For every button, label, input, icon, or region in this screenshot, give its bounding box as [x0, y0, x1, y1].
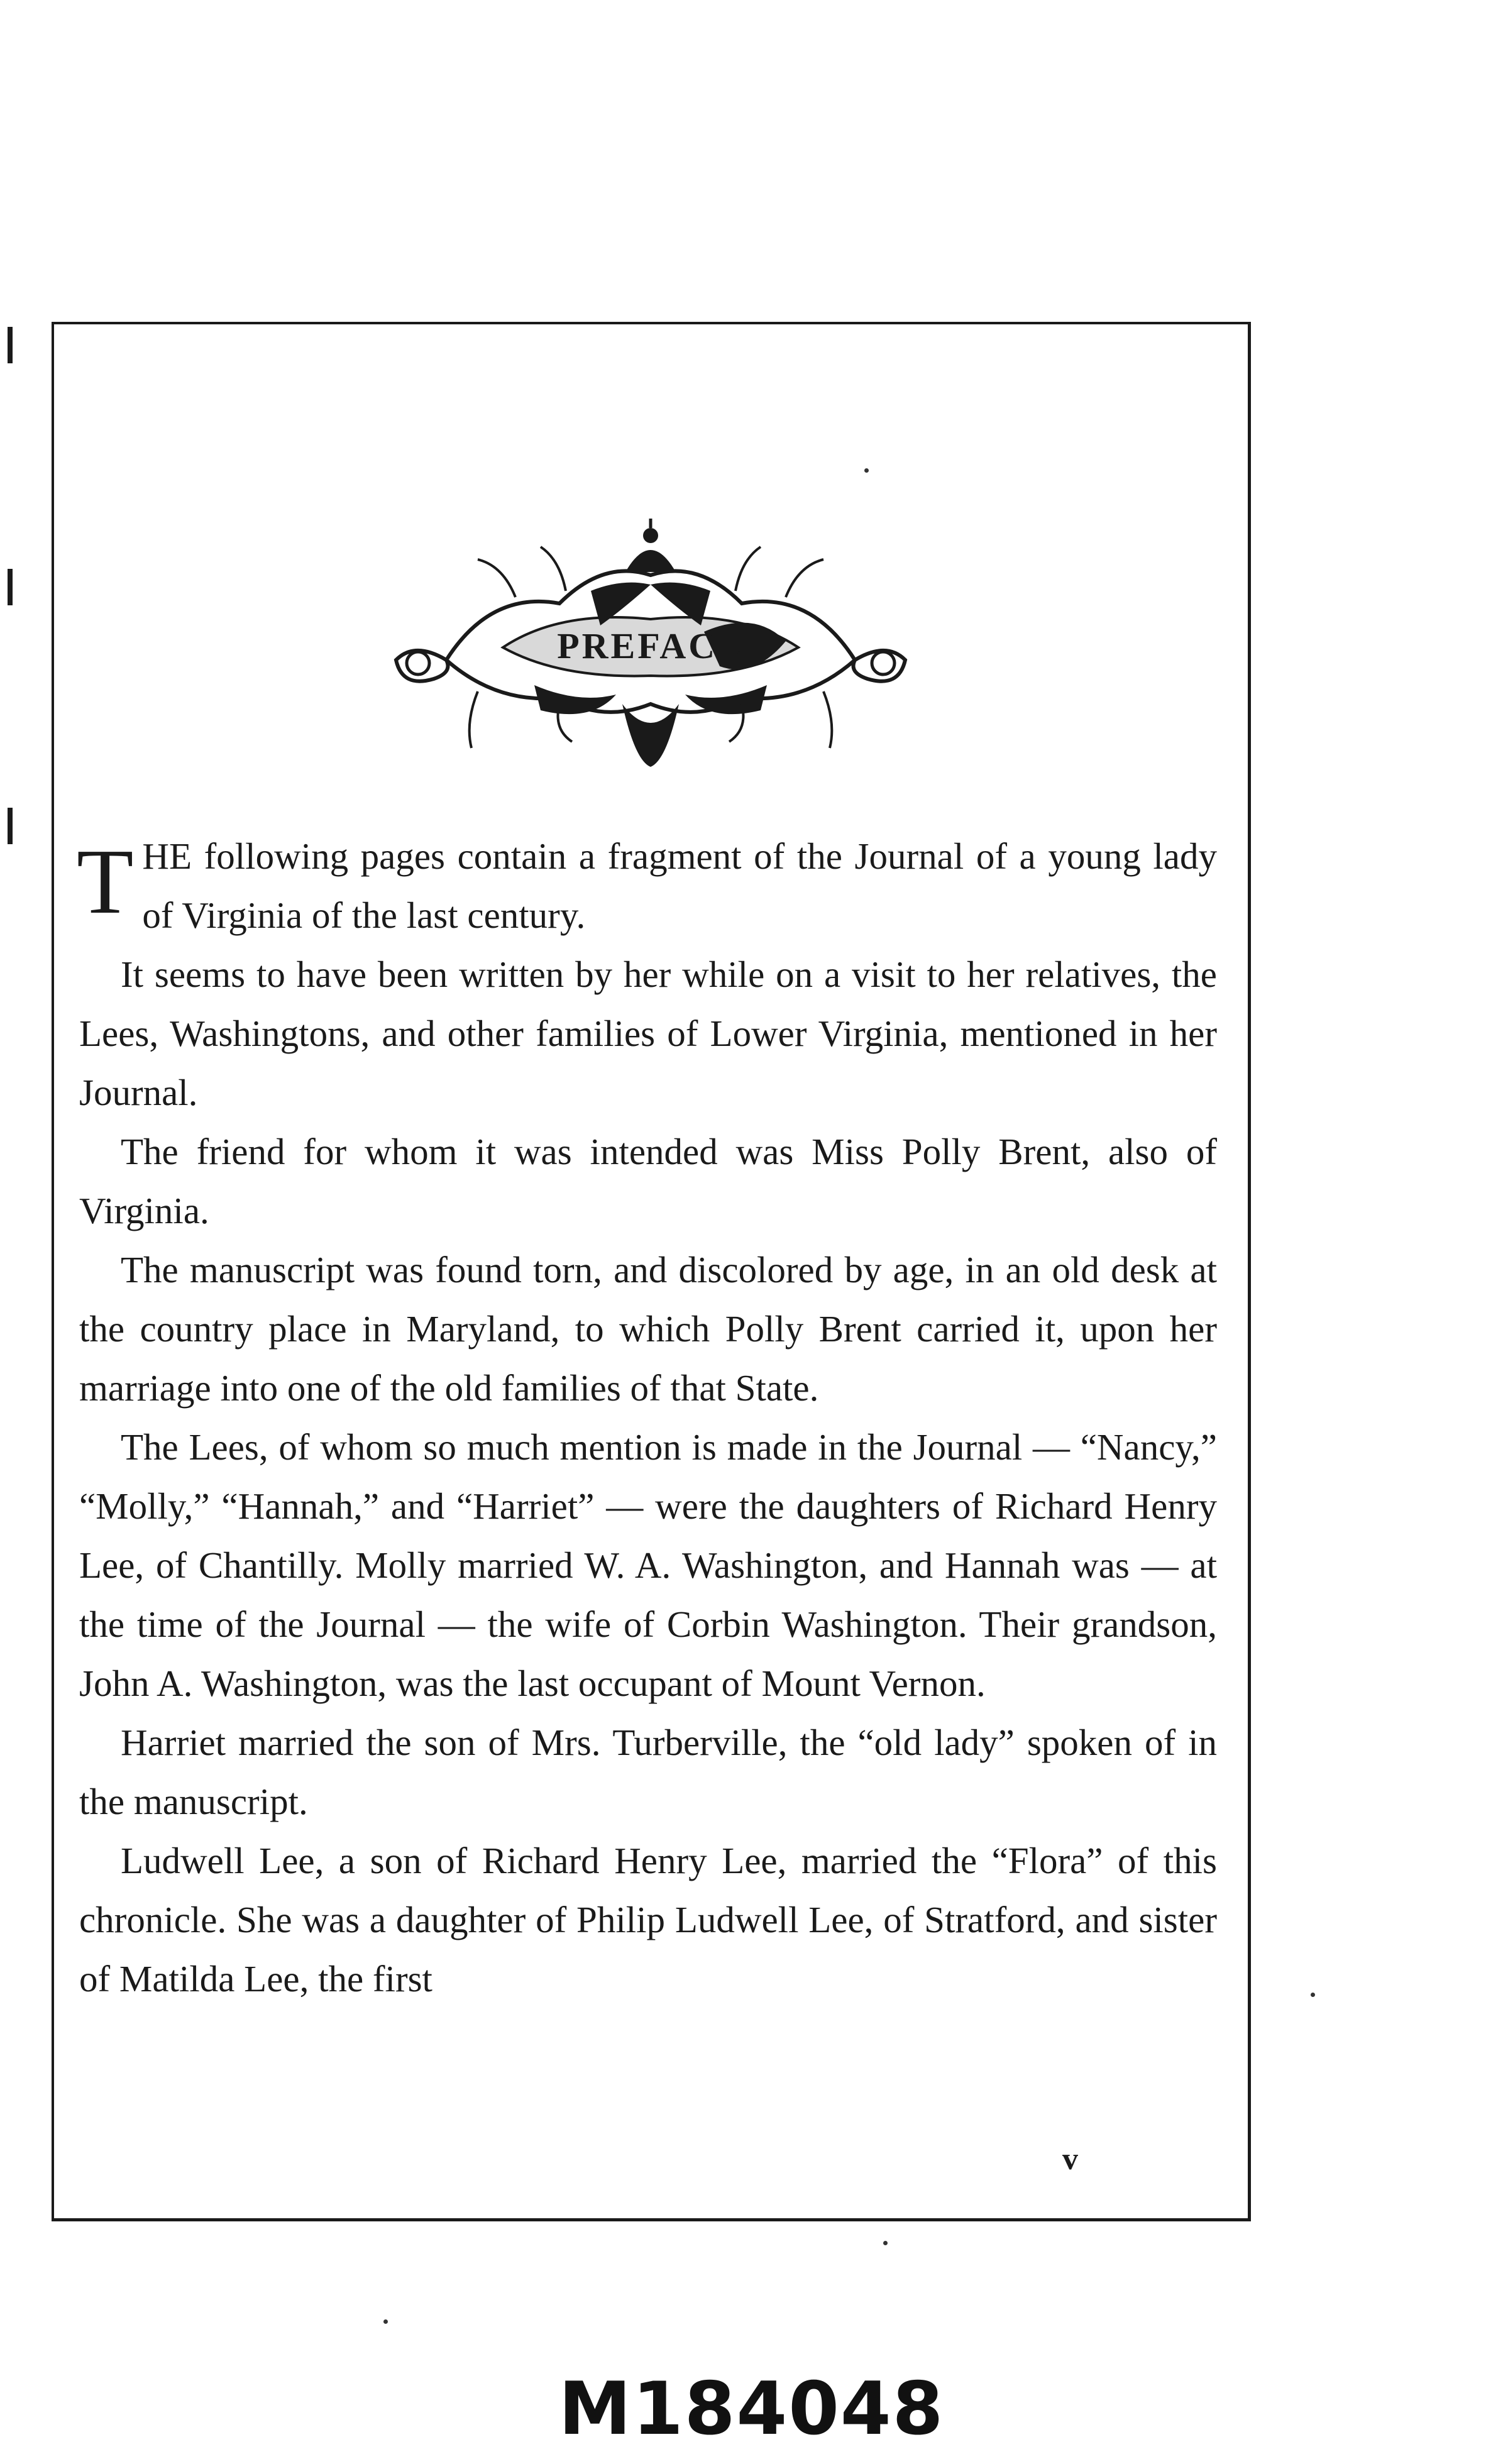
scan-edge-mark — [8, 808, 13, 844]
paragraph: The manuscript was found torn, and discolored by age, in an old desk at the country place in Maryland, to which Polly Brent carried it, upon her marriage into one of the old families of that State. — [79, 1249, 1217, 1409]
library-stamp: M184048 — [558, 2367, 945, 2451]
page-number: v — [1062, 2141, 1078, 2176]
paragraph-text: HE following pages contain a fragment of the Journal of a young lady of Virginia of the last century. — [142, 835, 1217, 936]
paragraph: Ludwell Lee, a son of Richard Henry Lee, married the “Flora” of this chronicle. She was a daughter of Philip Ludwell Lee, of Stratford, and sister of Matilda Lee, the first — [79, 1840, 1217, 1999]
scan-edge-mark — [8, 327, 13, 363]
preface-ornament — [352, 515, 949, 779]
paragraph: The Lees, of whom so much mention is made in the Journal — “Nancy,” “Molly,” “Hannah,” and “Harriet” — were the daughters of Richard Henry Lee, of Chantilly. Molly married W. A. Washington, and Hannah was — at the time of the Journal — the wife of Corbin Washington. Their grandson, John A. Washington, was the last occupant of Mount Vernon. — [79, 1426, 1217, 1704]
paragraph: Harriet married the son of Mrs. Turberville, the “old lady” spoken of in the manuscript. — [79, 1722, 1217, 1822]
preface-body — [79, 827, 1217, 2008]
preface-heading: PREFACE — [557, 625, 744, 666]
speck — [883, 2241, 888, 2245]
speck — [383, 2319, 388, 2324]
speck — [1311, 1993, 1315, 1997]
speck — [864, 468, 869, 473]
drop-cap: T — [77, 830, 134, 933]
paragraph: It seems to have been written by her while on a visit to her relatives, the Lees, Washingtons, and other families of Lower Virginia, mentioned in her Journal. — [79, 954, 1217, 1113]
paragraph — [79, 827, 1217, 945]
paragraph: The friend for whom it was intended was Miss Polly Brent, also of Virginia. — [79, 1131, 1217, 1231]
scan-edge-mark — [8, 569, 13, 605]
